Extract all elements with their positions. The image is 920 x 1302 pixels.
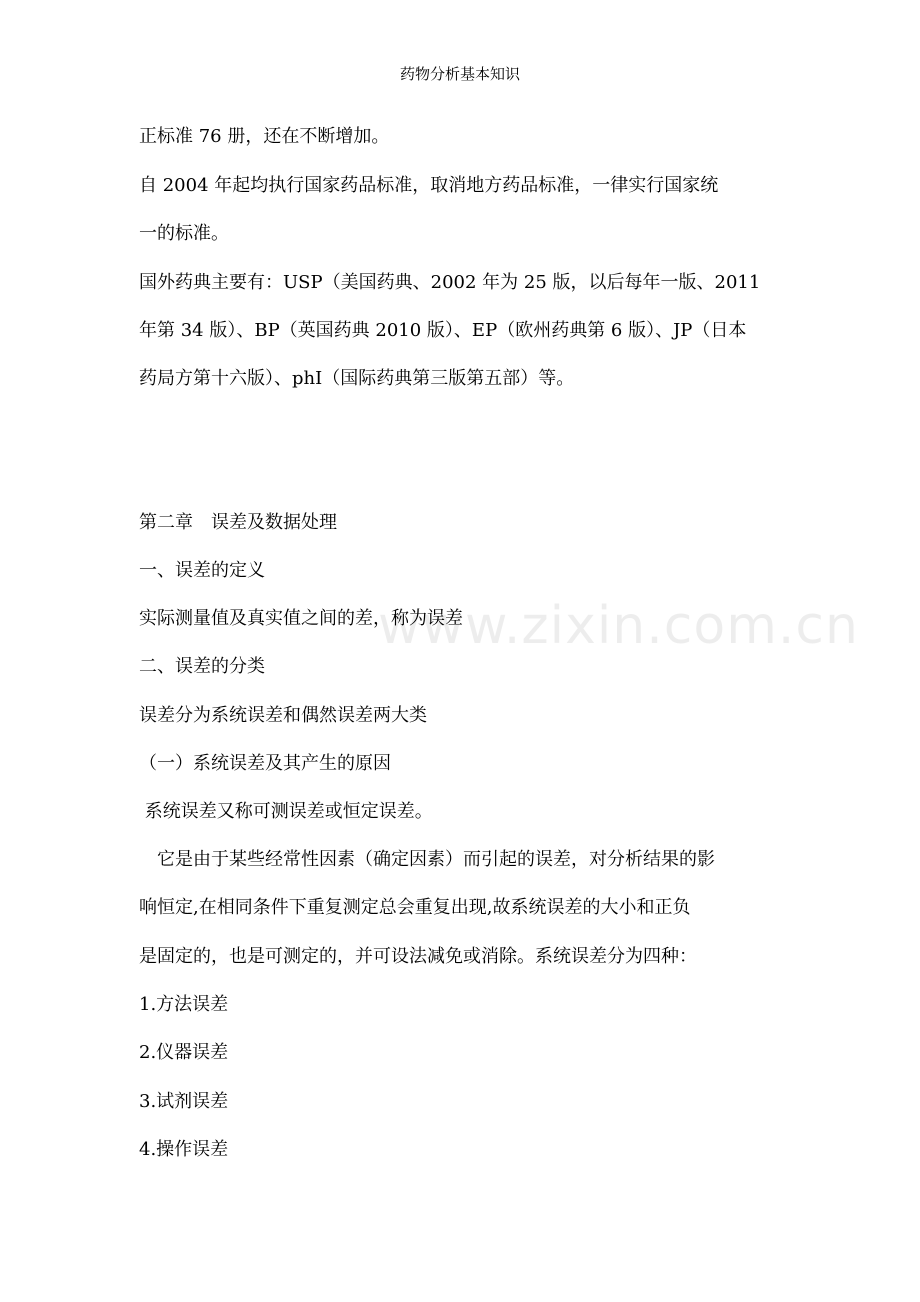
paragraph-line: 年第 34 版）、BP（英国药典 2010 版）、EP（欧州药典第 6 版）、JP（日本 — [139, 320, 747, 341]
paragraph-line: 正标准 76 册，还在不断增加。 — [139, 126, 390, 147]
paragraph-line: 响恒定,在相同条件下重复测定总会重复出现,故系统误差的大小和正负 — [139, 897, 691, 918]
watermark: www.zixin.com.cn — [378, 596, 859, 656]
chapter-title: 第二章 误差及数据处理 — [139, 512, 337, 533]
paragraph-line: 自 2004 年起均执行国家药品标准，取消地方药品标准，一律实行国家统 — [139, 175, 719, 196]
list-item: 1.方法误差 — [139, 994, 229, 1015]
paragraph-line: 一的标准。 — [139, 223, 229, 244]
list-item: 2.仪器误差 — [139, 1042, 229, 1063]
paragraph-line: 国外药典主要有：USP（美国药典、2002 年为 25 版，以后每年一版、2011 — [139, 272, 761, 293]
section-text: 实际测量值及真实值之间的差，称为误差 — [139, 608, 463, 629]
page-header: 药物分析基本知识 — [399, 65, 520, 83]
paragraph-line: 是固定的，也是可测定的，并可设法减免或消除。系统误差分为四种： — [139, 946, 697, 967]
list-item: 4.操作误差 — [139, 1139, 229, 1160]
section-text: 误差分为系统误差和偶然误差两大类 — [139, 705, 427, 726]
paragraph-line: 它是由于某些经常性因素（确定因素）而引起的误差，对分析结果的影 — [139, 849, 715, 870]
subsection-text: 系统误差又称可测误差或恒定误差。 — [139, 801, 433, 822]
subsection-heading: （一）系统误差及其产生的原因 — [139, 753, 391, 774]
section-heading: 一、误差的定义 — [139, 560, 265, 581]
section-heading: 二、误差的分类 — [139, 656, 265, 677]
list-item: 3.试剂误差 — [139, 1091, 229, 1112]
paragraph-line: 药局方第十六版）、phI（国际药典第三版第五部）等。 — [139, 368, 575, 389]
